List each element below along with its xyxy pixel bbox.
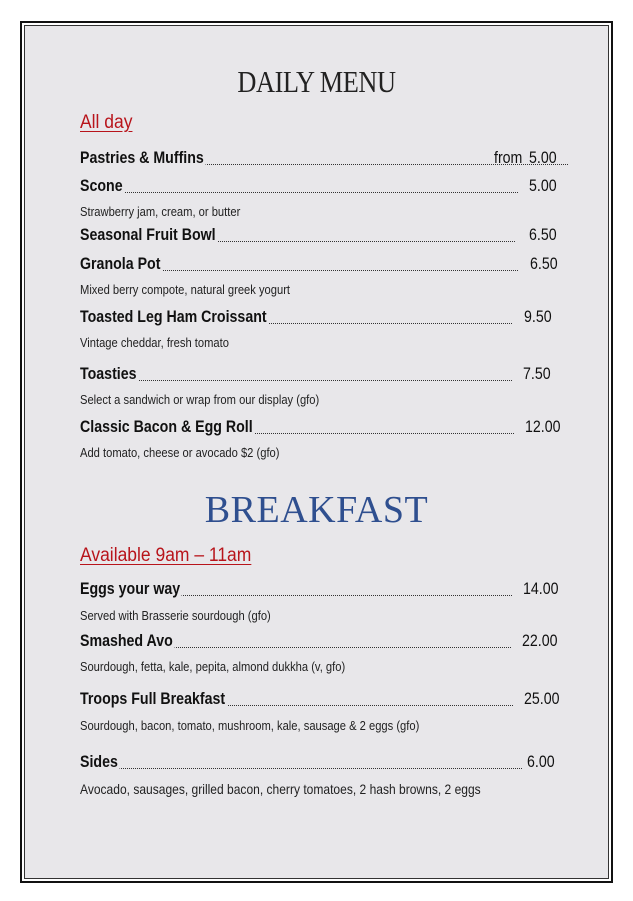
item-description: Served with Brasserie sourdough (gfo) (80, 608, 271, 623)
menu-item-croissant (80, 308, 560, 330)
menu-item-full-breakfast (80, 690, 560, 712)
item-name: Toasted Leg Ham Croissant (80, 308, 267, 326)
item-description: Sourdough, bacon, tomato, mushroom, kale, sausage & 2 eggs (gfo) (80, 718, 420, 733)
item-price: 6.50 (530, 255, 558, 273)
item-description: Add tomato, cheese or avocado $2 (gfo) (80, 445, 280, 460)
menu-item-toasties (80, 365, 560, 387)
item-price: 9.50 (524, 308, 552, 326)
dot-leader (162, 595, 512, 596)
menu-title: DAILY MENU (237, 64, 396, 99)
dot-leader (158, 647, 511, 648)
menu-item-fruit-bowl (80, 226, 560, 248)
item-description: Sourdough, fetta, kale, pepita, almond dukkha (v, gfo) (80, 659, 346, 674)
dot-leader (112, 768, 522, 769)
item-name: Seasonal Fruit Bowl (80, 226, 216, 244)
item-description: Select a sandwich or wrap from our display (gfo) (80, 392, 320, 407)
item-price: 5.00 (529, 177, 557, 195)
menu-item-pastries (80, 149, 560, 171)
item-name: Smashed Avo (80, 632, 173, 650)
item-price: 25.00 (524, 690, 560, 708)
item-name: Granola Pot (80, 255, 161, 273)
item-description: Avocado, sausages, grilled bacon, cherry tomatoes, 2 hash browns, 2 eggs (80, 781, 481, 797)
dot-leader (118, 192, 518, 193)
dot-leader (130, 380, 512, 381)
dot-leader (202, 241, 515, 242)
item-name: Eggs your way (80, 580, 181, 598)
item-name: Toasties (80, 365, 137, 383)
item-price: 7.50 (523, 365, 551, 383)
item-price: 5.00 (529, 149, 557, 167)
menu-item-sides (80, 753, 560, 775)
item-name: Pastries & Muffins (80, 149, 204, 167)
menu-item-granola (80, 255, 560, 277)
dot-leader (218, 433, 514, 434)
item-price: 22.00 (522, 632, 558, 650)
item-description: Mixed berry compote, natural greek yogurt (80, 282, 291, 297)
dot-leader (150, 270, 518, 271)
menu-item-eggs (80, 580, 560, 602)
item-price: 6.50 (529, 226, 557, 244)
menu-item-scone (80, 177, 560, 199)
item-name: Classic Bacon & Egg Roll (80, 418, 253, 436)
item-description: Strawberry jam, cream, or butter (80, 204, 241, 219)
item-name: Troops Full Breakfast (80, 690, 226, 708)
menu-item-bacon-egg-roll (80, 418, 560, 440)
item-price: 6.00 (527, 753, 555, 771)
breakfast-title: BREAKFAST (204, 489, 429, 531)
item-name: Scone (80, 177, 123, 195)
all-day-heading: All day (80, 112, 133, 133)
breakfast-hours-heading: Available 9am – 11am (80, 545, 252, 566)
item-price: 14.00 (523, 580, 559, 598)
dot-leader (204, 705, 513, 706)
item-description: Vintage cheddar, fresh tomato (80, 335, 229, 350)
item-name: Sides (80, 753, 118, 771)
dot-leader (235, 323, 512, 324)
price-prefix: from (494, 149, 523, 167)
item-price: 12.00 (525, 418, 561, 436)
menu-item-smashed-avo (80, 632, 560, 654)
